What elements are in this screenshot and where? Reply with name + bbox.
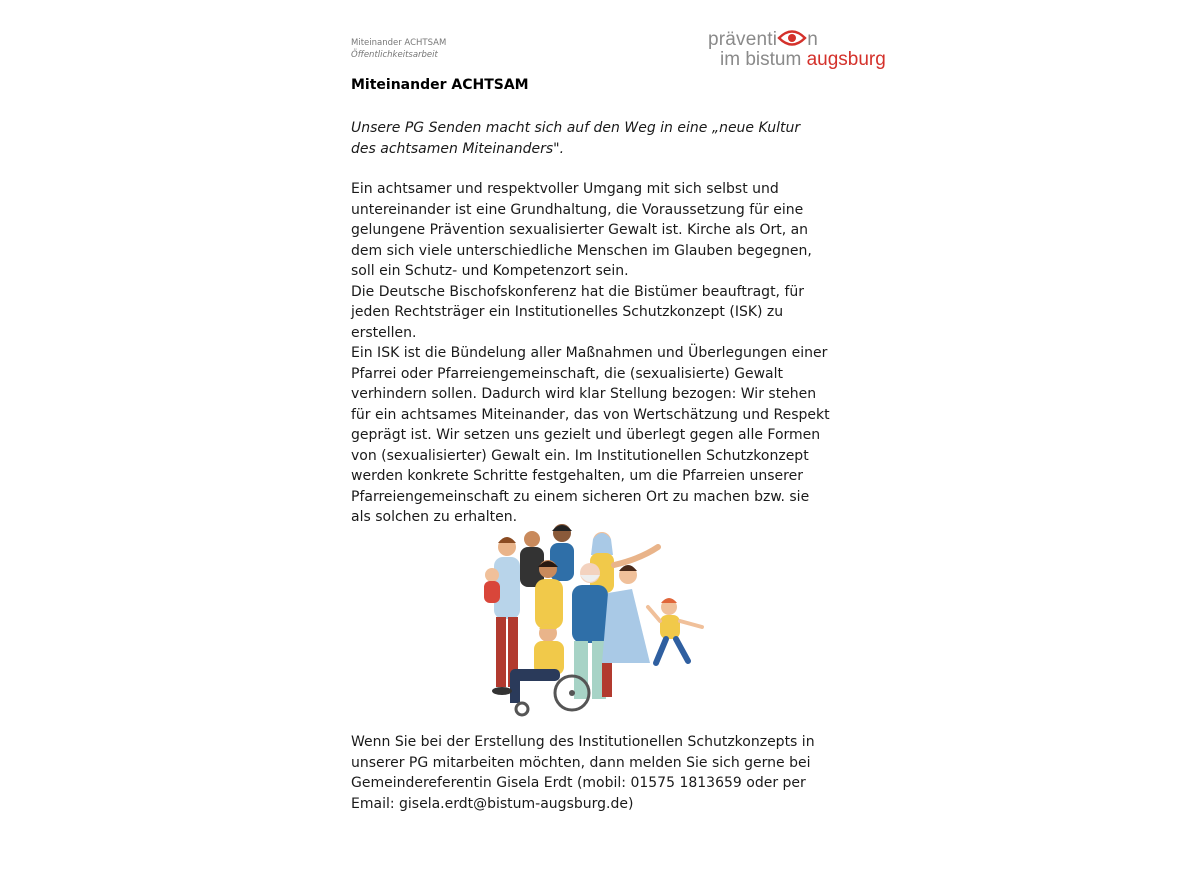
header-org-line1: Miteinander ACHTSAM [351,38,447,48]
logo-word2-b: augsburg [806,49,886,70]
header-org [351,37,446,61]
paragraph-3: Ein ISK ist die Bündelung aller Maßnahmen und Überlegungen einer Pfarrei oder Pfarreiengemeinschaft, die (sexualisierte) Gewalt verhindern sollen. Dadurch wird klar Stellung bezogen: Wir stehen für ein achtsames Miteinander, das von Wertschätzung und Respekt geprägt ist. Wir setzen uns gezielt und überlegt gegen alle Formen von (sexualisierter) Gewalt ein. Im Institutionellen Schutzkonzept werden konkrete Schritte festgehalten, um die Pfarreien unserer Pfarreiengemeinschaft zu einem sicheren Ort zu machen bzw. sie als solchen zu erhalten. [351,345,830,525]
paragraph-1: Ein achtsamer und respektvoller Umgang mit sich selbst und untereinander ist eine Grundhaltung, die Voraussetzung für eine gelungene Prävention sexualisierter Gewalt ist. Kirche als Ort, an dem sich viele unterschiedliche Menschen im Glauben begegnen, soll ein Schutz- und Kompetenzort sein. [351,181,812,279]
body-text [351,179,833,528]
praevention-logo [700,24,886,76]
paragraph-2: Die Deutsche Bischofskonferenz hat die Bistümer beauftragt, für jeden Rechtsträger ein Institutionelles Schutzkonzept (ISK) zu erstellen. [351,283,805,341]
eye-icon [777,28,807,48]
page-title: Miteinander ACHTSAM [351,77,529,93]
diverse-group-illustration-icon [462,523,720,729]
logo-word1-a: präventi [708,29,778,50]
logo-word2-a: im bistum [720,49,807,70]
logo-line1 [708,28,818,51]
logo-word1-b: n [807,29,818,50]
lead-text: Unsere PG Senden macht sich auf den Weg in eine „neue Kultur des achtsamen Miteinanders". [351,120,801,157]
contact-text: Wenn Sie bei der Erstellung des Institutionellen Schutzkonzepts in unserer PG mitarbeiten möchten, dann melden Sie sich gerne bei Gemeindereferentin Gisela Erdt (mobil: 01575 1813659 oder per Email: gisela.erdt@bistum-augsburg.de) [351,734,815,812]
logo-line2 [720,49,886,71]
header-org-line2: Öffentlichkeitsarbeit [351,50,438,60]
